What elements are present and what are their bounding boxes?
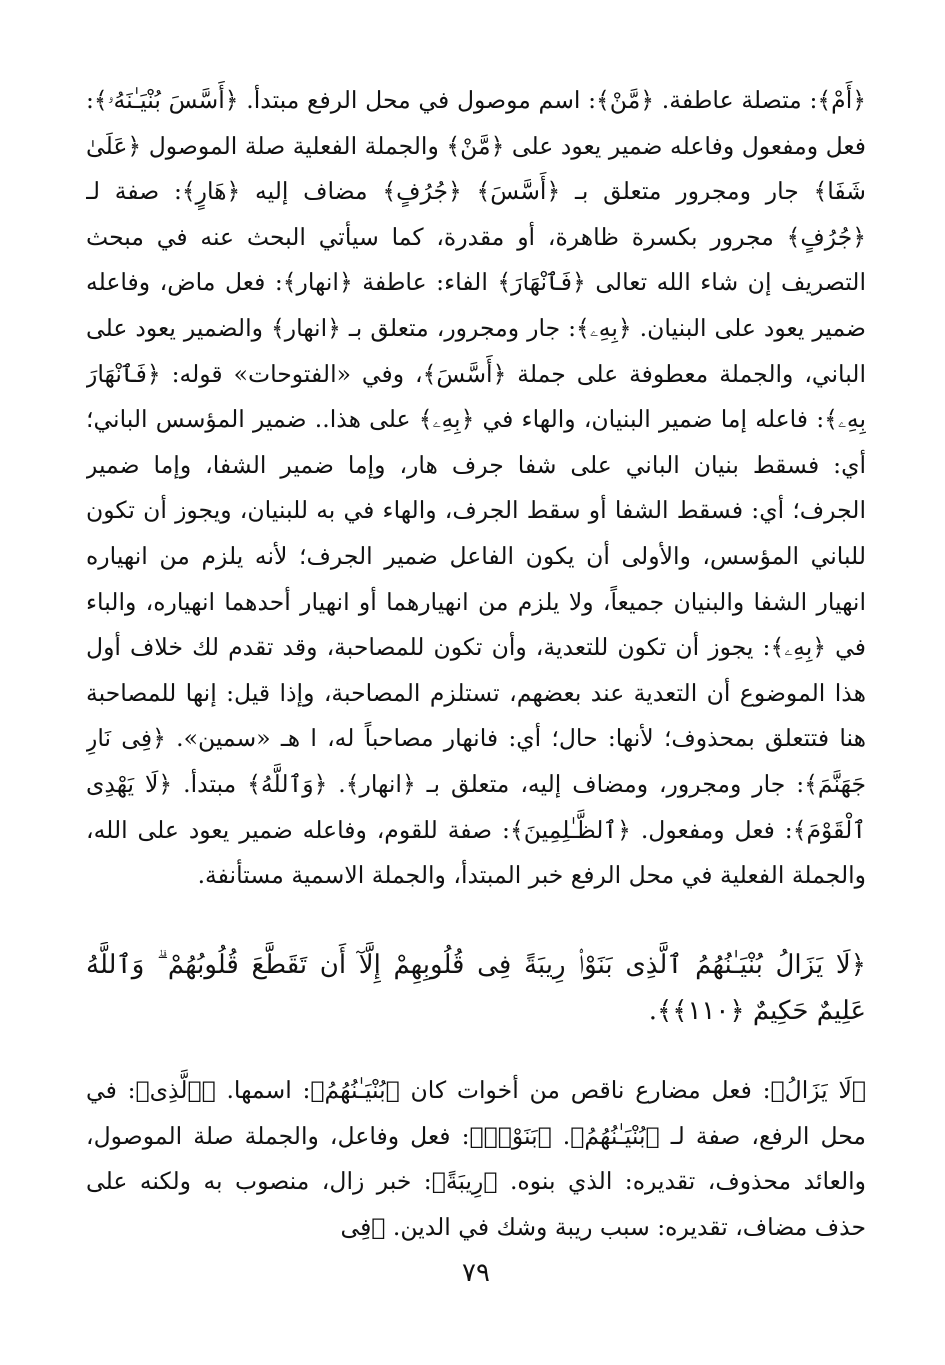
grammar-analysis-paragraph: ﴿أَمْ﴾: متصلة عاطفة. ﴿مَّنْ﴾: اسم موصول في محل الرفع مبتدأ. ﴿أَسَّسَ بُنْيَـٰنَهُۥ﴾: فعل ومفعول وفاعله ضمير يعود على ﴿مَّنْ﴾ والجملة الفعلية صلة الموصول ﴿عَلَىٰ شَفَا﴾ جار ومجرور متعلق بـ ﴿أَسَّسَ﴾ ﴿جُرُفٍ﴾ مضاف إليه ﴿هَارٍ﴾: صفة لـ ﴿جُرُفٍ﴾ مجرور بكسرة ظاهرة، أو مقدرة، كما سيأتي البحث عنه في مبحث التصريف إن شاء الله تعالى ﴿فَٱنْهَارَ﴾ الفاء: عاطفة ﴿انهار﴾: فعل ماض، وفاعله ضمير يعود على البنيان. ﴿بِهِۦ﴾: جار ومجرور، متعلق بـ ﴿انهار﴾ والضمير يعود على الباني، والجملة معطوفة على جملة ﴿أَسَّسَ﴾، وفي «الفتوحات» قوله: ﴿فَٱنْهَارَ بِهِۦ﴾: فاعله إما ضمير البنيان، والهاء في ﴿بِهِۦ﴾ على هذا.. ضمير المؤسس الباني؛ أي: فسقط بنيان الباني على شفا جرف هار، وإما ضمير الشفا، وإما ضمير الجرف؛ أي: فسقط الشفا أو سقط الجرف، والهاء في به للبنيان، ويجوز أن تكون للباني المؤسس، والأولى أن يكون الفاعل ضمير الجرف؛ لأنه يلزم من انهياره انهيار الشفا والبنيان جميعاً، ولا يلزم من انهيارهما أو انهيار أحدهما انهياره، والباء في ﴿بِهِۦ﴾: يجوز أن تكون للتعدية، وأن تكون للمصاحبة، وقد تقدم لك خلاف أول هذا الموضوع أن التعدية عند بعضهم، تستلزم المصاحبة، وإذا قيل: إنها للمصاحبة هنا فتتعلق بمحذوف؛ لأنها: حال؛ أي: فانهار مصاحباً له، ا هـ «سمين». ﴿فِى نَارِ جَهَنَّمَ﴾: جار ومجرور، ومضاف إليه، متعلق بـ ﴿انهار﴾. ﴿وَٱللَّهُ﴾ مبتدأ. ﴿لَا يَهْدِى ٱلْقَوْمَ﴾: فعل ومفعول. ﴿ٱلظَّـٰلِمِينَ﴾: صفة للقوم، وفاعله ضمير يعود على الله، والجملة الفعلية في محل الرفع خبر المبتدأ، والجملة الاسمية مستأنفة. [86, 86, 866, 890]
quran-verse: ﴿لَا يَزَالُ بُنْيَـٰنُهُمُ ٱلَّذِى بَنَوْا۟ رِيبَةً فِى قُلُوبِهِمْ إِلَّآ أَن تَقَطَّعَ قُلُوبُهُمْ ۗ وَٱللَّهُ عَلِيمٌ حَكِيمٌ ﴿١١٠﴾﴾. [86, 950, 866, 1026]
page-number: ٧٩ [462, 1258, 490, 1288]
grammar-analysis-paragraph-continued: ﴿لَا يَزَالُ﴾: فعل مضارع ناقص من أخوات كان ﴿بُنْيَـٰنُهُمُ﴾: اسمها. ﴿ٱلَّذِى﴾: في محل الرفع، صفة لـ ﴿بُنْيَـٰنُهُمُ﴾. ﴿بَنَوْا۟﴾: فعل وفاعل، والجملة صلة الموصول، والعائد محذوف، تقديره: الذي بنوه. ﴿رِيبَةً﴾: خبر زال، منصوب به ولكنه على حذف مضاف، تقديره: سبب ريبة وشك في الدين. ﴿فِى [86, 1076, 866, 1241]
page-body [86, 78, 866, 1348]
